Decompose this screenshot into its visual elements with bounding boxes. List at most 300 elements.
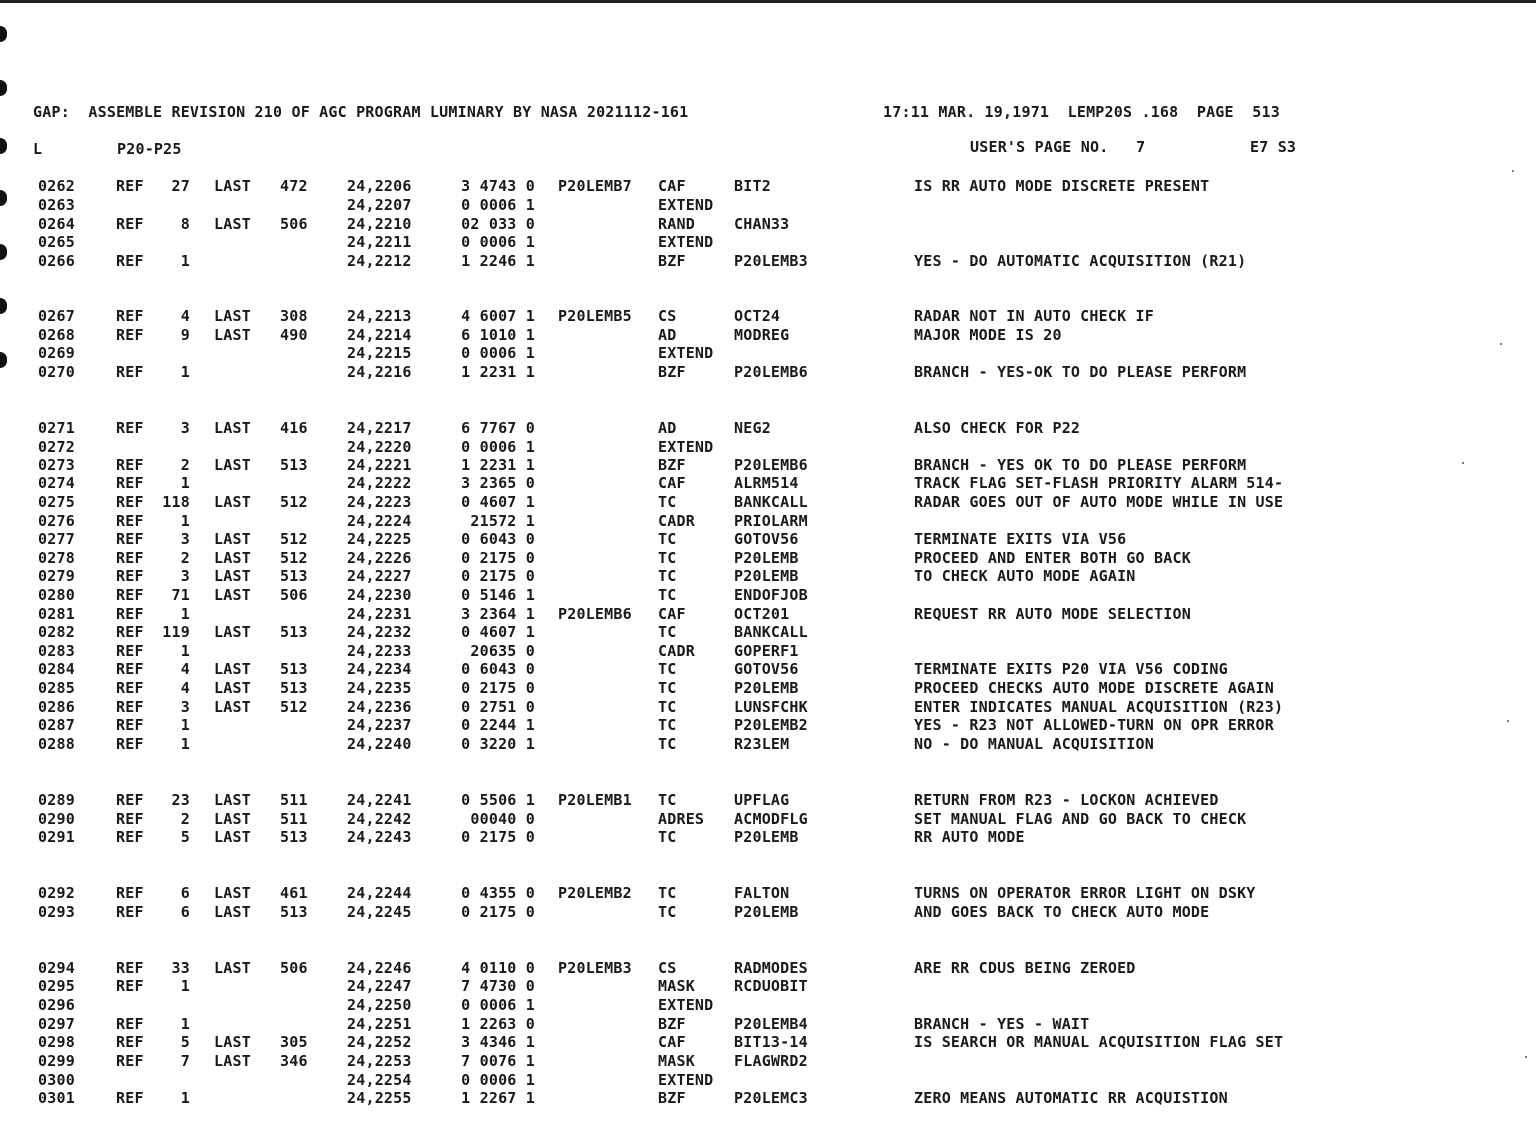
memory-address: 24,2211: [347, 233, 412, 251]
ref-marker: REF: [116, 977, 144, 995]
operand: P20LEMB: [734, 828, 799, 846]
listing-row: [0, 177, 1536, 195]
opcode: CADR: [658, 642, 695, 660]
line-number: 0273: [38, 456, 75, 474]
line-number: 0269: [38, 344, 75, 362]
last-page: 513: [280, 623, 308, 641]
line-number: 0285: [38, 679, 75, 697]
ref-count: 71: [171, 586, 190, 604]
section-title: P20-P25: [117, 140, 182, 158]
line-number: 0290: [38, 810, 75, 828]
ref-count: 5: [180, 828, 190, 846]
ref-count: 119: [162, 623, 190, 641]
comment: REQUEST RR AUTO MODE SELECTION: [914, 605, 1191, 623]
scan-speck: [1512, 170, 1514, 172]
last-marker: LAST: [214, 679, 251, 697]
memory-address: 24,2224: [347, 512, 412, 530]
ref-count: 1: [180, 642, 190, 660]
last-marker: LAST: [214, 791, 251, 809]
listing-row: [0, 307, 1536, 325]
listing-row: [0, 456, 1536, 474]
last-marker: LAST: [214, 586, 251, 604]
ref-count: 4: [180, 679, 190, 697]
octal-word: 0 2175 0: [461, 679, 535, 697]
last-page: 512: [280, 549, 308, 567]
ref-count: 23: [171, 791, 190, 809]
opcode: CAF: [658, 177, 686, 195]
symbol-label: P20LEMB5: [558, 307, 632, 325]
comment: RR AUTO MODE: [914, 828, 1025, 846]
last-marker: LAST: [214, 698, 251, 716]
last-marker: LAST: [214, 959, 251, 977]
octal-word: 1 2246 1: [461, 252, 535, 270]
comment: BRANCH - YES - WAIT: [914, 1015, 1090, 1033]
comment: AND GOES BACK TO CHECK AUTO MODE: [914, 903, 1210, 921]
operand: CHAN33: [734, 215, 790, 233]
listing-row: [0, 363, 1536, 381]
opcode: TC: [658, 623, 677, 641]
operand: LUNSFCHK: [734, 698, 808, 716]
comment: NO - DO MANUAL ACQUISITION: [914, 735, 1154, 753]
opcode: AD: [658, 326, 677, 344]
listing-column-marker: L: [33, 140, 43, 158]
symbol-label: P20LEMB7: [558, 177, 632, 195]
last-page: 513: [280, 828, 308, 846]
listing-row: [0, 605, 1536, 623]
ref-marker: REF: [116, 1052, 144, 1070]
listing-row: [0, 438, 1536, 456]
operand: BIT2: [734, 177, 771, 195]
octal-word: 0 5146 1: [461, 586, 535, 604]
octal-word: 0 6043 0: [461, 530, 535, 548]
last-page: 308: [280, 307, 308, 325]
listing-row: [0, 512, 1536, 530]
octal-word: 4 6007 1: [461, 307, 535, 325]
opcode: RAND: [658, 215, 695, 233]
ref-count: 2: [180, 456, 190, 474]
ref-marker: REF: [116, 586, 144, 604]
operand: NEG2: [734, 419, 771, 437]
listing-row: [0, 1052, 1536, 1070]
line-number: 0298: [38, 1033, 75, 1051]
operand: P20LEMB4: [734, 1015, 808, 1033]
listing-row: [0, 828, 1536, 846]
symbol-label: P20LEMB3: [558, 959, 632, 977]
last-page: 513: [280, 903, 308, 921]
last-marker: LAST: [214, 810, 251, 828]
line-number: 0294: [38, 959, 75, 977]
ref-count: 2: [180, 810, 190, 828]
octal-word: 0 0006 1: [461, 196, 535, 214]
ref-marker: REF: [116, 959, 144, 977]
listing-row: [0, 660, 1536, 678]
ref-marker: REF: [116, 567, 144, 585]
comment: ZERO MEANS AUTOMATIC RR ACQUISTION: [914, 1089, 1228, 1107]
octal-word: 1 2263 0: [461, 1015, 535, 1033]
operand: BIT13-14: [734, 1033, 808, 1051]
listing-row: [0, 735, 1536, 753]
listing-row: [0, 791, 1536, 809]
memory-address: 24,2252: [347, 1033, 412, 1051]
opcode: TC: [658, 828, 677, 846]
opcode: EXTEND: [658, 233, 714, 251]
ref-count: 1: [180, 605, 190, 623]
last-marker: LAST: [214, 307, 251, 325]
opcode: MASK: [658, 1052, 695, 1070]
ref-count: 7: [180, 1052, 190, 1070]
ref-count: 6: [180, 903, 190, 921]
listing-row: [0, 996, 1536, 1014]
line-number: 0263: [38, 196, 75, 214]
memory-address: 24,2217: [347, 419, 412, 437]
listing-row: [0, 698, 1536, 716]
last-marker: LAST: [214, 530, 251, 548]
opcode: TC: [658, 493, 677, 511]
memory-address: 24,2233: [347, 642, 412, 660]
line-number: 0264: [38, 215, 75, 233]
comment: PROCEED AND ENTER BOTH GO BACK: [914, 549, 1191, 567]
last-marker: LAST: [214, 419, 251, 437]
last-marker: LAST: [214, 456, 251, 474]
memory-address: 24,2250: [347, 996, 412, 1014]
last-page: 506: [280, 215, 308, 233]
listing-row: [0, 549, 1536, 567]
memory-address: 24,2253: [347, 1052, 412, 1070]
listing-row: [0, 419, 1536, 437]
operand: P20LEMB2: [734, 716, 808, 734]
listing-row: [0, 326, 1536, 344]
comment: ARE RR CDUS BEING ZEROED: [914, 959, 1136, 977]
line-number: 0271: [38, 419, 75, 437]
opcode: TC: [658, 530, 677, 548]
memory-address: 24,2235: [347, 679, 412, 697]
operand: OCT201: [734, 605, 790, 623]
listing-row: [0, 884, 1536, 902]
comment: RADAR NOT IN AUTO CHECK IF: [914, 307, 1154, 325]
listing-row: [0, 233, 1536, 251]
ref-marker: REF: [116, 456, 144, 474]
line-number: 0262: [38, 177, 75, 195]
octal-word: 4 0110 0: [461, 959, 535, 977]
opcode: EXTEND: [658, 344, 714, 362]
last-marker: LAST: [214, 326, 251, 344]
comment: YES - DO AUTOMATIC ACQUISITION (R21): [914, 252, 1247, 270]
users-page-number: USER'S PAGE NO. 7: [970, 138, 1146, 156]
ref-marker: REF: [116, 549, 144, 567]
octal-word: 0 0006 1: [461, 996, 535, 1014]
opcode: EXTEND: [658, 438, 714, 456]
last-page: 346: [280, 1052, 308, 1070]
octal-word: 1 2267 1: [461, 1089, 535, 1107]
line-number: 0287: [38, 716, 75, 734]
listing-row: [0, 586, 1536, 604]
last-page: 461: [280, 884, 308, 902]
octal-word: 0 4355 0: [461, 884, 535, 902]
ref-marker: REF: [116, 215, 144, 233]
operand: P20LEMC3: [734, 1089, 808, 1107]
comment: SET MANUAL FLAG AND GO BACK TO CHECK: [914, 810, 1247, 828]
operand: ENDOFJOB: [734, 586, 808, 604]
comment: RETURN FROM R23 - LOCKON ACHIEVED: [914, 791, 1219, 809]
listing-row: [0, 1033, 1536, 1051]
ref-count: 1: [180, 252, 190, 270]
line-number: 0289: [38, 791, 75, 809]
operand: GOTOV56: [734, 530, 799, 548]
octal-word: 0 2175 0: [461, 549, 535, 567]
memory-address: 24,2231: [347, 605, 412, 623]
last-marker: LAST: [214, 215, 251, 233]
line-number: 0279: [38, 567, 75, 585]
comment: ALSO CHECK FOR P22: [914, 419, 1081, 437]
octal-word: 1 2231 1: [461, 363, 535, 381]
line-number: 0296: [38, 996, 75, 1014]
memory-address: 24,2214: [347, 326, 412, 344]
line-number: 0297: [38, 1015, 75, 1033]
binder-hole: [0, 80, 7, 96]
opcode: TC: [658, 567, 677, 585]
line-number: 0274: [38, 474, 75, 492]
listing-row: [0, 810, 1536, 828]
ref-marker: REF: [116, 530, 144, 548]
operand: MODREG: [734, 326, 790, 344]
ref-count: 33: [171, 959, 190, 977]
listing-row: [0, 977, 1536, 995]
operand: P20LEMB: [734, 549, 799, 567]
operand: ACMODFLG: [734, 810, 808, 828]
line-number: 0275: [38, 493, 75, 511]
last-marker: LAST: [214, 1033, 251, 1051]
listing-row: [0, 903, 1536, 921]
listing-row: [0, 1015, 1536, 1033]
memory-address: 24,2237: [347, 716, 412, 734]
octal-word: 21572 1: [470, 512, 535, 530]
operand: P20LEMB: [734, 679, 799, 697]
last-page: 506: [280, 586, 308, 604]
operand: BANKCALL: [734, 493, 808, 511]
memory-address: 24,2226: [347, 549, 412, 567]
listing-header-date-page: 17:11 MAR. 19,1971 LEMP20S .168 PAGE 513: [883, 103, 1280, 121]
last-marker: LAST: [214, 828, 251, 846]
octal-word: 0 2751 0: [461, 698, 535, 716]
memory-address: 24,2251: [347, 1015, 412, 1033]
opcode: EXTEND: [658, 1071, 714, 1089]
comment: PROCEED CHECKS AUTO MODE DISCRETE AGAIN: [914, 679, 1274, 697]
memory-address: 24,2216: [347, 363, 412, 381]
line-number: 0283: [38, 642, 75, 660]
ref-marker: REF: [116, 326, 144, 344]
last-page: 512: [280, 493, 308, 511]
line-number: 0281: [38, 605, 75, 623]
last-page: 416: [280, 419, 308, 437]
ref-count: 4: [180, 660, 190, 678]
operand: BANKCALL: [734, 623, 808, 641]
listing-row: [0, 493, 1536, 511]
octal-word: 3 2364 1: [461, 605, 535, 623]
ref-marker: REF: [116, 903, 144, 921]
line-number: 0266: [38, 252, 75, 270]
opcode: TC: [658, 549, 677, 567]
opcode: EXTEND: [658, 996, 714, 1014]
opcode: CS: [658, 307, 677, 325]
binder-hole: [0, 138, 7, 154]
ref-marker: REF: [116, 1033, 144, 1051]
ref-marker: REF: [116, 810, 144, 828]
operand: R23LEM: [734, 735, 790, 753]
opcode: TC: [658, 679, 677, 697]
operand: P20LEMB: [734, 567, 799, 585]
comment: MAJOR MODE IS 20: [914, 326, 1062, 344]
comment: TERMINATE EXITS VIA V56: [914, 530, 1127, 548]
opcode: BZF: [658, 363, 686, 381]
ref-count: 27: [171, 177, 190, 195]
memory-address: 24,2207: [347, 196, 412, 214]
page-code: E7 S3: [1250, 138, 1297, 156]
comment: BRANCH - YES-OK TO DO PLEASE PERFORM: [914, 363, 1247, 381]
memory-address: 24,2222: [347, 474, 412, 492]
memory-address: 24,2234: [347, 660, 412, 678]
opcode: CS: [658, 959, 677, 977]
octal-word: 0 2175 0: [461, 828, 535, 846]
ref-marker: REF: [116, 474, 144, 492]
ref-marker: REF: [116, 884, 144, 902]
octal-word: 0 2175 0: [461, 567, 535, 585]
last-marker: LAST: [214, 177, 251, 195]
symbol-label: P20LEMB2: [558, 884, 632, 902]
listing-row: [0, 959, 1536, 977]
opcode: CADR: [658, 512, 695, 530]
symbol-label: P20LEMB1: [558, 791, 632, 809]
ref-count: 8: [180, 215, 190, 233]
comment: RADAR GOES OUT OF AUTO MODE WHILE IN USE: [914, 493, 1284, 511]
ref-marker: REF: [116, 419, 144, 437]
listing-row: [0, 567, 1536, 585]
line-number: 0293: [38, 903, 75, 921]
memory-address: 24,2215: [347, 344, 412, 362]
line-number: 0268: [38, 326, 75, 344]
last-page: 513: [280, 660, 308, 678]
opcode: AD: [658, 419, 677, 437]
ref-count: 1: [180, 977, 190, 995]
listing-row: [0, 252, 1536, 270]
operand: P20LEMB3: [734, 252, 808, 270]
listing-header-title: GAP: ASSEMBLE REVISION 210 OF AGC PROGRAM LUMINARY BY NASA 2021112-161: [33, 103, 689, 121]
operand: UPFLAG: [734, 791, 790, 809]
opcode: TC: [658, 698, 677, 716]
listing-row: [0, 215, 1536, 233]
binder-hole: [0, 26, 7, 42]
octal-word: 20635 0: [470, 642, 535, 660]
octal-word: 0 4607 1: [461, 493, 535, 511]
memory-address: 24,2225: [347, 530, 412, 548]
opcode: BZF: [658, 1015, 686, 1033]
ref-marker: REF: [116, 1089, 144, 1107]
last-page: 472: [280, 177, 308, 195]
line-number: 0295: [38, 977, 75, 995]
last-page: 305: [280, 1033, 308, 1051]
line-number: 0299: [38, 1052, 75, 1070]
last-marker: LAST: [214, 1052, 251, 1070]
line-number: 0278: [38, 549, 75, 567]
opcode: TC: [658, 735, 677, 753]
ref-count: 1: [180, 363, 190, 381]
ref-marker: REF: [116, 623, 144, 641]
memory-address: 24,2232: [347, 623, 412, 641]
ref-count: 3: [180, 698, 190, 716]
ref-count: 4: [180, 307, 190, 325]
memory-address: 24,2223: [347, 493, 412, 511]
last-page: 511: [280, 791, 308, 809]
opcode: MASK: [658, 977, 695, 995]
ref-marker: REF: [116, 493, 144, 511]
octal-word: 6 1010 1: [461, 326, 535, 344]
operand: PRIOLARM: [734, 512, 808, 530]
last-page: 490: [280, 326, 308, 344]
ref-marker: REF: [116, 605, 144, 623]
memory-address: 24,2221: [347, 456, 412, 474]
opcode: CAF: [658, 474, 686, 492]
memory-address: 24,2212: [347, 252, 412, 270]
opcode: TC: [658, 660, 677, 678]
ref-marker: REF: [116, 735, 144, 753]
memory-address: 24,2247: [347, 977, 412, 995]
last-page: 513: [280, 456, 308, 474]
last-page: 511: [280, 810, 308, 828]
line-number: 0282: [38, 623, 75, 641]
memory-address: 24,2244: [347, 884, 412, 902]
ref-marker: REF: [116, 828, 144, 846]
page-top-edge: [0, 0, 1536, 3]
comment: IS SEARCH OR MANUAL ACQUISITION FLAG SET: [914, 1033, 1284, 1051]
line-number: 0265: [38, 233, 75, 251]
comment: TO CHECK AUTO MODE AGAIN: [914, 567, 1136, 585]
octal-word: 3 2365 0: [461, 474, 535, 492]
ref-count: 1: [180, 716, 190, 734]
octal-word: 7 0076 1: [461, 1052, 535, 1070]
last-marker: LAST: [214, 660, 251, 678]
octal-word: 00040 0: [470, 810, 535, 828]
ref-count: 1: [180, 1089, 190, 1107]
operand: OCT24: [734, 307, 781, 325]
octal-word: 0 0006 1: [461, 233, 535, 251]
ref-count: 1: [180, 512, 190, 530]
octal-word: 0 3220 1: [461, 735, 535, 753]
octal-word: 1 2231 1: [461, 456, 535, 474]
octal-word: 0 4607 1: [461, 623, 535, 641]
listing-row: [0, 623, 1536, 641]
memory-address: 24,2246: [347, 959, 412, 977]
last-page: 513: [280, 679, 308, 697]
ref-count: 5: [180, 1033, 190, 1051]
ref-count: 3: [180, 419, 190, 437]
operand: FALTON: [734, 884, 790, 902]
comment: IS RR AUTO MODE DISCRETE PRESENT: [914, 177, 1210, 195]
last-marker: LAST: [214, 623, 251, 641]
operand: P20LEMB6: [734, 456, 808, 474]
ref-marker: REF: [116, 791, 144, 809]
operand: FLAGWRD2: [734, 1052, 808, 1070]
memory-address: 24,2243: [347, 828, 412, 846]
opcode: CAF: [658, 1033, 686, 1051]
opcode: TC: [658, 716, 677, 734]
listing-row: [0, 474, 1536, 492]
comment: TURNS ON OPERATOR ERROR LIGHT ON DSKY: [914, 884, 1256, 902]
ref-count: 118: [162, 493, 190, 511]
ref-count: 1: [180, 474, 190, 492]
last-marker: LAST: [214, 903, 251, 921]
ref-count: 2: [180, 549, 190, 567]
last-page: 512: [280, 698, 308, 716]
ref-marker: REF: [116, 177, 144, 195]
